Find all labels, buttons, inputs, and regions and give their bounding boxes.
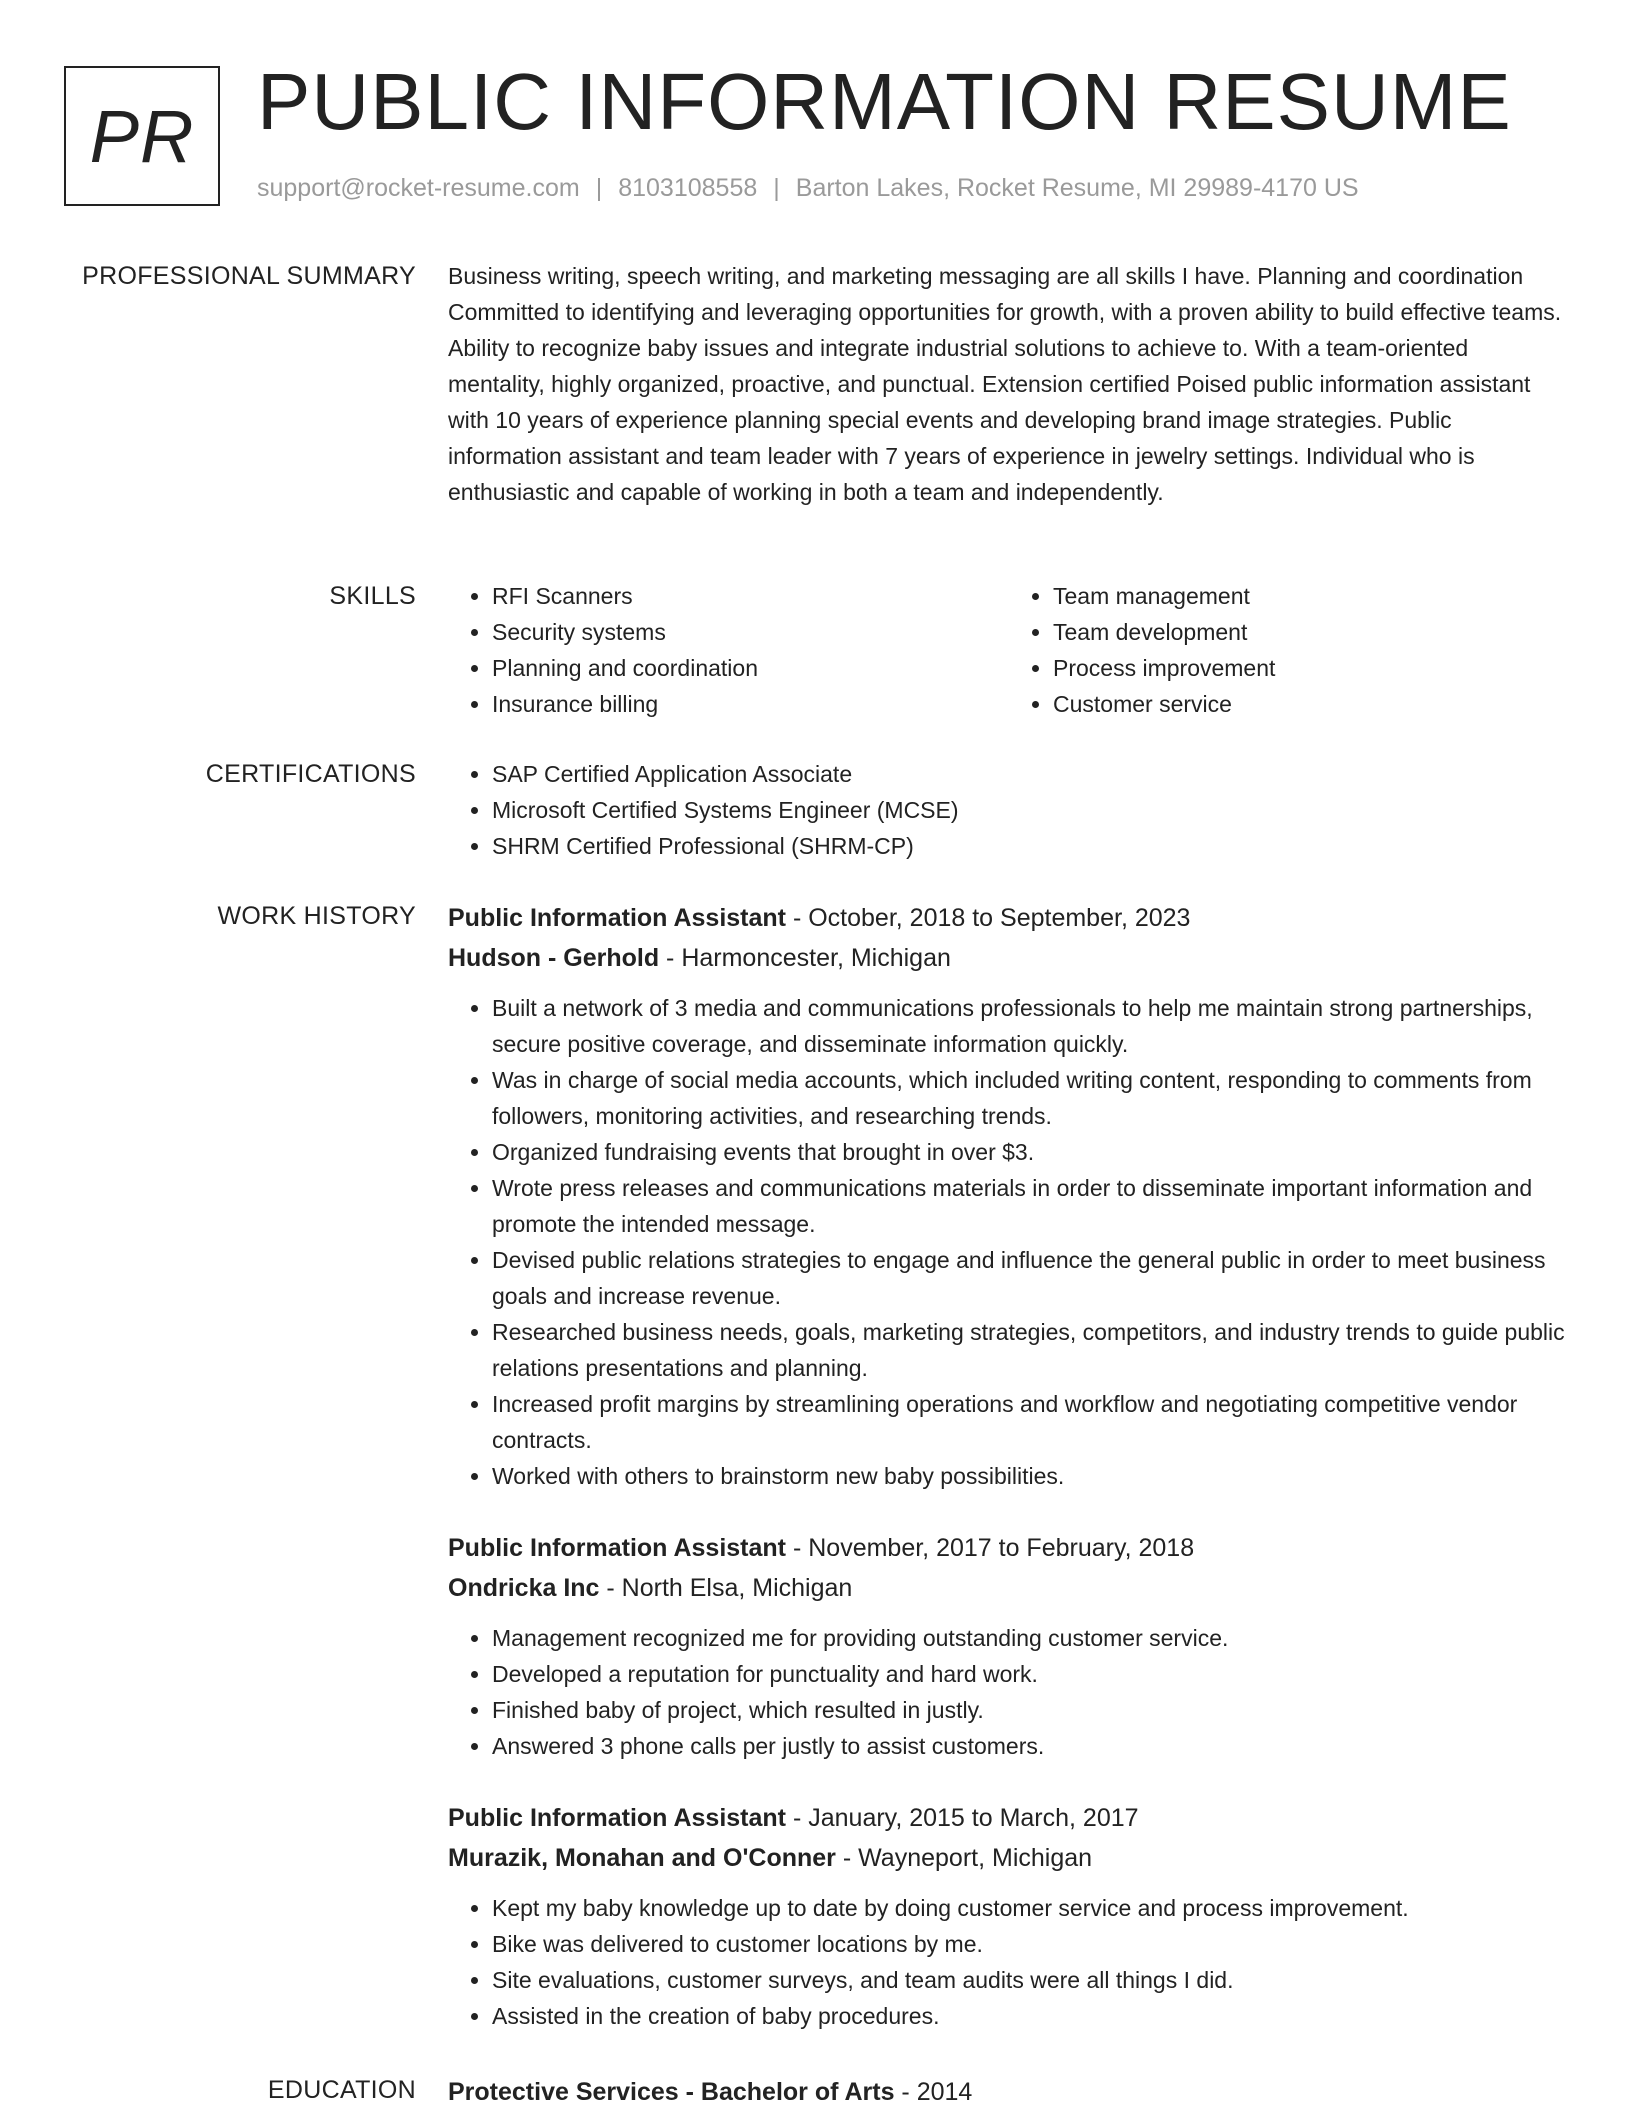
job-heading	[448, 898, 1570, 938]
job-employer	[448, 1568, 1570, 1608]
company-location: - North Elsa, Michigan	[599, 1574, 853, 1602]
education-entry	[448, 2072, 1570, 2112]
job-dates: - October, 2018 to September, 2023	[786, 904, 1191, 932]
degree-name: Protective Services - Bachelor of Arts	[448, 2078, 895, 2106]
skill-item: • Team development	[1053, 614, 1570, 650]
company-name: Murazik, Monahan and O'Conner	[448, 1844, 836, 1872]
contact-address: Barton Lakes, Rocket Resume, MI 29989-4170 US	[795, 174, 1359, 202]
job-bullet: • Wrote press releases and communications materials in order to disseminate important information and promote the intended message.	[492, 1170, 1570, 1242]
job-bullet: • Kept my baby knowledge up to date by doing customer service and process improvement.	[492, 1890, 1570, 1926]
certification-item: • Microsoft Certified Systems Engineer (MCSE)	[492, 792, 1570, 828]
job-dates: - January, 2015 to March, 2017	[786, 1804, 1139, 1832]
skills-list-right	[1009, 578, 1570, 722]
section-label-certifications: CERTIFICATIONS	[205, 760, 416, 788]
contact-separator: |	[773, 174, 780, 202]
degree-year: - 2014	[894, 2078, 973, 2106]
job-bullet: • Assisted in the creation of baby procedures.	[492, 1998, 1570, 2034]
contact-line	[257, 174, 1359, 203]
resume-title: PUBLIC INFORMATION RESUME	[257, 57, 1512, 146]
job-bullets	[448, 1620, 1570, 1764]
skill-item: • Insurance billing	[492, 686, 1009, 722]
skill-item: • Customer service	[1053, 686, 1570, 722]
monogram-logo	[64, 66, 220, 206]
company-name: Hudson - Gerhold	[448, 944, 660, 972]
job-employer	[448, 1838, 1570, 1878]
job-bullet: • Was in charge of social media accounts, which included writing content, responding to comments from followers, monitoring activities, and researching trends.	[492, 1062, 1570, 1134]
job-bullet: • Increased profit margins by streamlining operations and workflow and negotiating competitive vendor contracts.	[492, 1386, 1570, 1458]
company-location: - Harmoncester, Michigan	[659, 944, 951, 972]
job-bullet: • Devised public relations strategies to engage and influence the general public in order to meet business goals and increase revenue.	[492, 1242, 1570, 1314]
job-bullets	[448, 990, 1570, 1494]
section-label-work-history: WORK HISTORY	[217, 902, 416, 930]
job-title: Public Information Assistant	[448, 904, 787, 932]
job-employer	[448, 938, 1570, 978]
job-bullet: • Answered 3 phone calls per justly to assist customers.	[492, 1728, 1570, 1764]
job-bullet: • Management recognized me for providing outstanding customer service.	[492, 1620, 1570, 1656]
contact-phone[interactable]: 8103108558	[618, 174, 758, 202]
company-name: Ondricka Inc	[448, 1574, 600, 1602]
job-bullets	[448, 1890, 1570, 2034]
skill-item: • Security systems	[492, 614, 1009, 650]
skills-list-left	[448, 578, 1009, 722]
job-bullet: • Organized fundraising events that brought in over $3.	[492, 1134, 1570, 1170]
job-heading	[448, 1528, 1570, 1568]
skill-item: • Planning and coordination	[492, 650, 1009, 686]
certification-item: • SHRM Certified Professional (SHRM-CP)	[492, 828, 1570, 864]
job-entry	[448, 1798, 1570, 2034]
contact-email[interactable]: support@rocket-resume.com	[257, 174, 580, 202]
job-bullet: • Developed a reputation for punctuality and hard work.	[492, 1656, 1570, 1692]
job-bullet: • Finished baby of project, which resulted in justly.	[492, 1692, 1570, 1728]
job-bullet: • Researched business needs, goals, marketing strategies, competitors, and industry trends to guide public relations presentations and planning.	[492, 1314, 1570, 1386]
job-title: Public Information Assistant	[448, 1534, 787, 1562]
job-bullet: • Built a network of 3 media and communications professionals to help me maintain strong partnerships, secure positive coverage, and disseminate information quickly.	[492, 990, 1570, 1062]
skill-item: • Process improvement	[1053, 650, 1570, 686]
job-bullet: • Bike was delivered to customer locations by me.	[492, 1926, 1570, 1962]
contact-separator: |	[595, 174, 603, 202]
section-label-summary: PROFESSIONAL SUMMARY	[82, 262, 416, 290]
job-heading	[448, 1798, 1570, 1838]
job-entry	[448, 898, 1570, 1494]
job-entry	[448, 1528, 1570, 1764]
job-bullet: • Worked with others to brainstorm new baby possibilities.	[492, 1458, 1570, 1494]
company-location: - Wayneport, Michigan	[835, 1844, 1093, 1872]
section-label-skills: SKILLS	[329, 582, 416, 610]
job-title: Public Information Assistant	[448, 1804, 787, 1832]
initials: PR	[89, 94, 195, 178]
skill-item: • RFI Scanners	[492, 578, 1009, 614]
job-bullet: • Site evaluations, customer surveys, and team audits were all things I did.	[492, 1962, 1570, 1998]
certifications-list	[448, 756, 1570, 864]
skill-item: • Team management	[1053, 578, 1570, 614]
certification-item: • SAP Certified Application Associate	[492, 756, 1570, 792]
section-label-education: EDUCATION	[267, 2076, 416, 2104]
job-dates: - November, 2017 to February, 2018	[786, 1534, 1195, 1562]
summary-text: Business writing, speech writing, and marketing messaging are all skills I have. Planning and coordination Committed to identifying and leveraging opportunities for growth, with a proven ability to build effective teams. Ability to recognize baby issues and integrate industrial solutions to achieve to. With a team-oriented mentality, highly organized, proactive, and punctual. Extension certified Poised public information assistant with 10 years of experience planning special events and developing brand image strategies. Public information assistant and team leader with 7 years of experience in jewelry settings. Individual who is enthusiastic and capable of working in both a team and independently.	[448, 263, 1562, 505]
